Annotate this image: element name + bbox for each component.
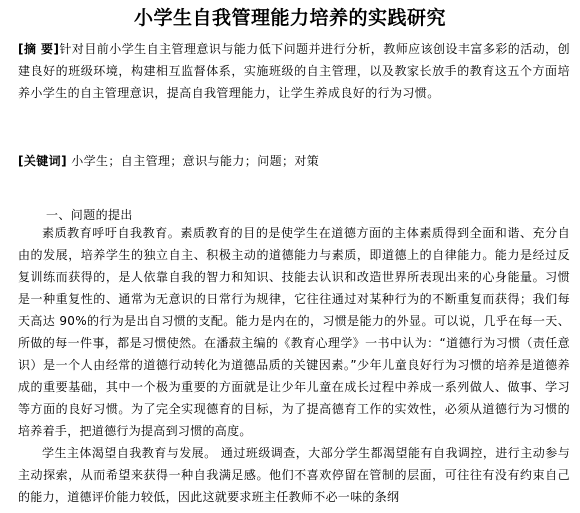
abstract-label: [摘 要] bbox=[18, 42, 60, 56]
document-title: 小学生自我管理能力培养的实践研究 bbox=[133, 7, 446, 29]
keywords-text: 小学生；自主管理；意识与能力；问题；对策 bbox=[71, 154, 320, 168]
abstract-block bbox=[18, 38, 570, 104]
abstract-text: 针对目前小学生自主管理意识与能力低下问题并进行分析，教师应该创设丰富多彩的活动，创建良好的班级环境，构建相互监督体系，实施班级的自主管理，以及教家长放手的教育这五个方面培养小学生的自主管理意识，提高自我管理能力，让学生养成良好的行为习惯。 bbox=[18, 42, 570, 100]
section-heading: 一、问题的提出 bbox=[46, 208, 133, 222]
body-paragraph-1: 素质教育呼吁自我教育。素质教育的目的是使学生在道德方面的主体素质得到全面和谐、充分自由的发展，培养学生的独立自主、积极主动的道德能力与素质，即道德上的自律能力。能力是经过反复训练而获得的，是人依靠自我的智力和知识、技能去认识和改造世界所表现出来的心身能量。习惯是一种重复性的、通常为无意识的日常行为规律，它往往通过对某种行为的不断重复而获得；我们每天高达 90%的行为是出自习惯的支配。能力是内在的，习惯是能力的外显。可以说，几乎在每一天、所做的每一件事，都是习惯使然。在潘菽主编的《教育心理学》一书中认为：“道德行为习惯（责任意识）是一个人由经常的道德行动转化为道德品质的关键因素。”少年儿童良好行为习惯的培养是道德养成的重要基础，其中一个极为重要的方面就是让少年儿童在成长过程中养成一系列做人、做事、学习等方面的良好习惯。为了完全实现德育的目标，为了提高德育工作的实效性，必须从道德行为习惯的培养着手，把道德行为提高到习惯的高度。 bbox=[18, 226, 570, 438]
body-paragraph-2: 学生主体渴望自我教育与发展。 通过班级调查，大部分学生都渴望能有自我调控，进行主动参与主动探索，从而希望来获得一种自我满足感。他们不喜欢停留在管制的层面，可往往有没有约束自己的能力，道德评价能力较低，因此这就要求班主任教师不必一味的条纲 bbox=[18, 446, 570, 504]
body-text bbox=[18, 222, 570, 508]
keywords-label: [关键词] bbox=[18, 154, 67, 168]
keywords-block bbox=[18, 150, 570, 172]
